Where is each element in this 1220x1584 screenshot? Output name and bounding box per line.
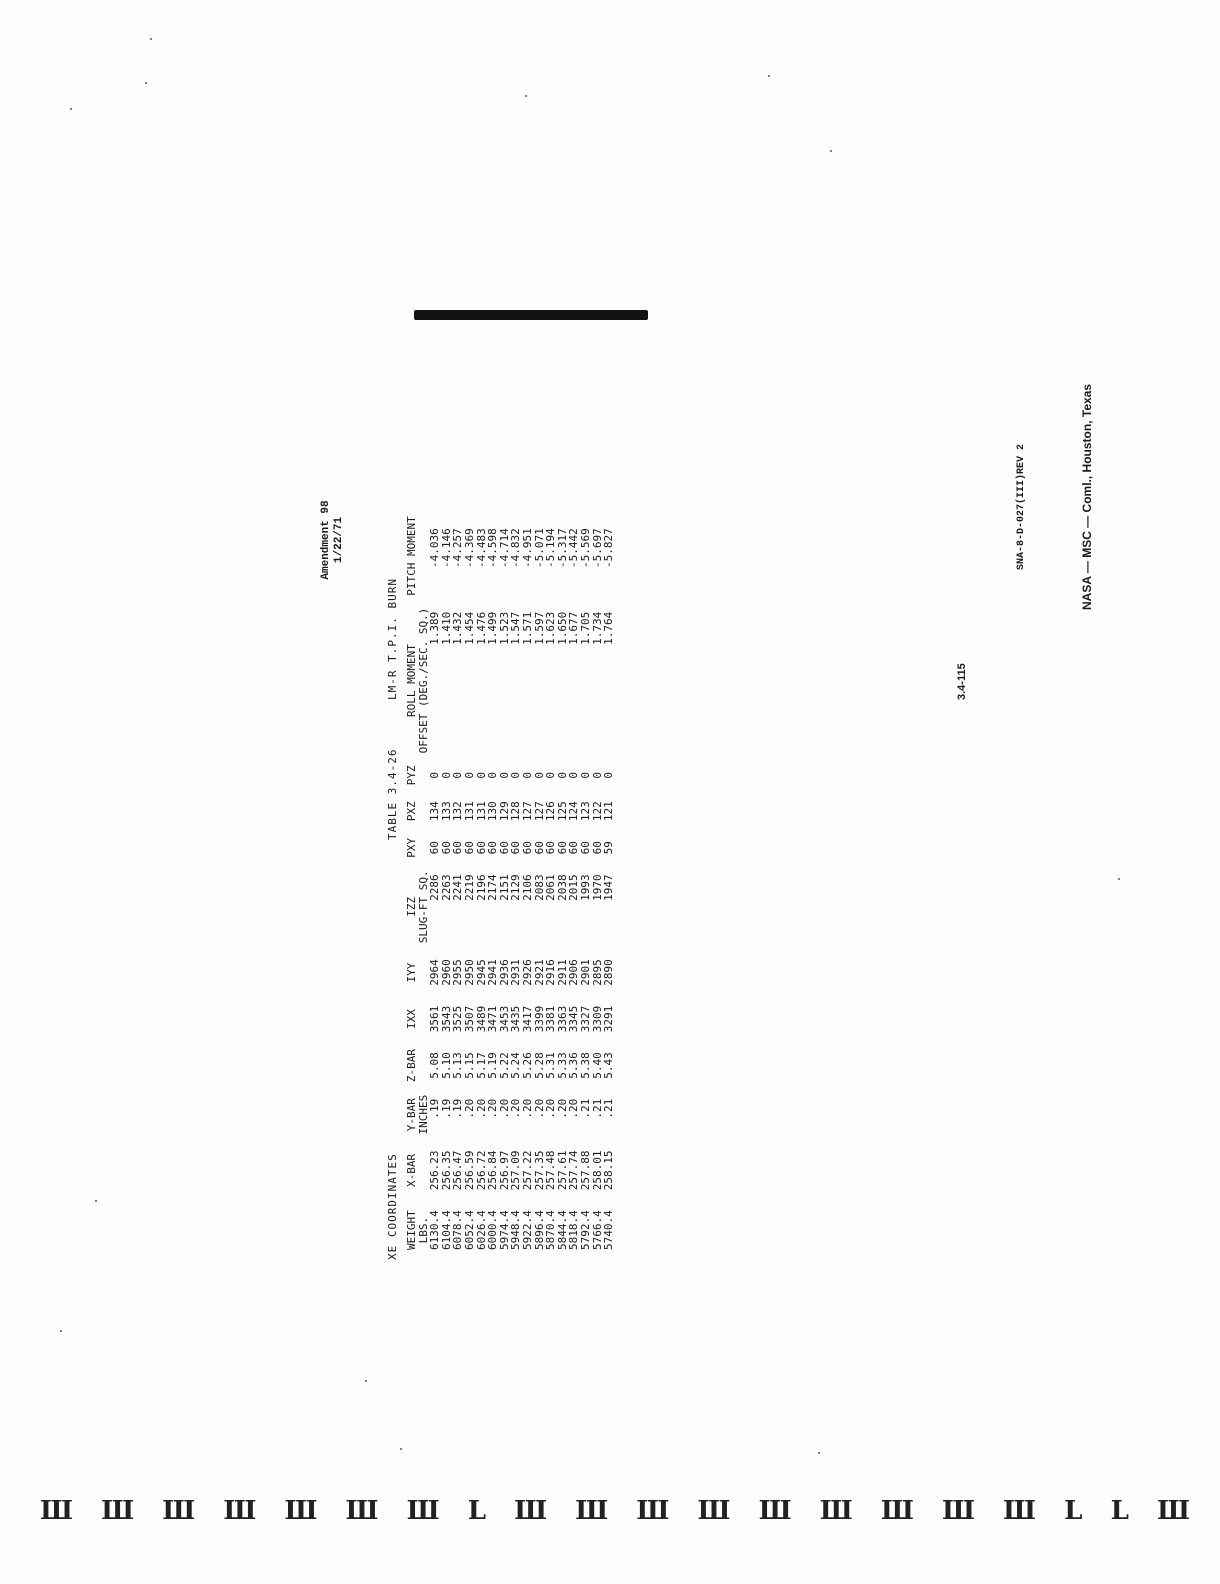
table-cell: 1.476 xyxy=(474,611,488,645)
table-cell: -4.257 xyxy=(451,528,465,568)
table-cell: 6052.4 xyxy=(462,1210,476,1250)
scan-speck xyxy=(95,1200,97,1202)
table-cell: 257.22 xyxy=(520,1150,534,1191)
table-cell: -4.832 xyxy=(509,528,523,568)
edge-mark: L xyxy=(1110,1496,1129,1526)
column-header: ROLL MOMENT xyxy=(405,644,418,717)
table-cell: .20 xyxy=(474,1098,488,1119)
table-cell: 132 xyxy=(451,801,465,822)
edge-mark: L xyxy=(467,1496,487,1526)
table-cell: 3507 xyxy=(462,1005,476,1033)
table-cell: 2921 xyxy=(532,959,546,986)
table-cell: .20 xyxy=(497,1098,511,1119)
table-cell: 257.09 xyxy=(509,1150,523,1191)
table-cell: 3291 xyxy=(602,1005,616,1033)
table-cell: 2931 xyxy=(509,959,523,986)
table-cell: 60 xyxy=(520,841,534,855)
table-cell: 3381 xyxy=(544,1005,558,1033)
edge-mark: Ш xyxy=(162,1496,196,1526)
table-cell: .21 xyxy=(590,1098,604,1119)
table-cell: 0 xyxy=(555,772,569,779)
table-cell: 5.17 xyxy=(474,1052,488,1079)
table-cell: -5.317 xyxy=(555,528,569,568)
column-header: OFFSET (DEG./SEC. SQ.) xyxy=(416,607,430,754)
edge-mark: Ш xyxy=(514,1496,548,1526)
coordinates-label: XE COORDINATES xyxy=(386,1153,399,1260)
table-cell: 2219 xyxy=(462,874,476,901)
column-header: PXZ xyxy=(405,801,418,822)
table-cell: 3453 xyxy=(497,1005,511,1033)
table-cell: 1.499 xyxy=(486,611,500,645)
column-header: X-BAR xyxy=(405,1153,418,1187)
table-cell: 5.22 xyxy=(497,1052,511,1079)
table-cell: 2015 xyxy=(567,874,581,901)
table-cell: 3345 xyxy=(567,1005,581,1033)
column-header: WEIGHT xyxy=(405,1210,418,1250)
table-cell: 0 xyxy=(509,772,523,779)
table-cell: 2941 xyxy=(486,959,500,986)
amendment-block xyxy=(320,460,346,620)
table-cell: 0 xyxy=(486,772,500,779)
table-cell: 2129 xyxy=(509,874,523,901)
table-cell: 1.547 xyxy=(509,611,523,645)
table-cell: 3561 xyxy=(428,1005,442,1033)
column-header: LBS. xyxy=(416,1216,430,1244)
table-cell: 1.454 xyxy=(462,611,476,645)
edge-mark: Ш xyxy=(880,1496,914,1526)
table-cell: 1993 xyxy=(578,874,592,901)
edge-mark: Ш xyxy=(40,1496,73,1526)
edge-registration-marks xyxy=(40,1484,1190,1524)
table-cell: 5.43 xyxy=(602,1052,616,1079)
column-header: IXX xyxy=(405,1009,418,1029)
table-cell: .20 xyxy=(544,1098,558,1119)
edge-mark: Ш xyxy=(406,1496,440,1526)
table-cell: 257.88 xyxy=(578,1150,592,1191)
table-cell: 256.59 xyxy=(462,1150,476,1191)
table-cell: -4.483 xyxy=(474,528,488,568)
table-cell: 1.677 xyxy=(567,611,581,645)
table-cell: 124 xyxy=(567,801,581,822)
table-cell: 60 xyxy=(486,841,500,855)
table-cell: 5.40 xyxy=(590,1052,604,1079)
edge-mark: Ш xyxy=(575,1496,609,1526)
table-cell: .20 xyxy=(509,1098,523,1119)
table-cell: 60 xyxy=(544,841,558,855)
table-cell: 5870.4 xyxy=(544,1210,558,1250)
table-cell: 5.10 xyxy=(439,1052,453,1079)
table-cell: 256.97 xyxy=(497,1150,511,1191)
table-cell: 256.23 xyxy=(428,1150,442,1191)
table-cell: 2890 xyxy=(602,959,616,986)
footer-imprint: NASA — MSC — Coml., Houston, Texas xyxy=(1080,383,1094,610)
table-cell: -5.071 xyxy=(532,528,546,568)
table-cell: .20 xyxy=(532,1098,546,1119)
table-row xyxy=(603,510,615,1260)
table-cell: 2945 xyxy=(474,959,488,986)
table-cell: 3525 xyxy=(451,1005,465,1033)
column-header: Z-BAR xyxy=(405,1048,418,1083)
table-cell: 1.597 xyxy=(532,611,546,645)
table-cell: 0 xyxy=(520,772,534,779)
table-cell: 121 xyxy=(602,801,616,822)
table-row xyxy=(487,510,499,1260)
table-cell: 60 xyxy=(451,841,465,855)
table-cell: 1.410 xyxy=(439,611,453,645)
table-cell: 2038 xyxy=(555,874,569,901)
table-cell: 2906 xyxy=(567,959,581,986)
page-number: 3.4-115 xyxy=(956,663,968,700)
table-cell: 1.734 xyxy=(590,611,604,645)
table-cell: 60 xyxy=(474,841,488,855)
table-cell: 122 xyxy=(590,801,604,822)
table-cell: 123 xyxy=(578,801,592,822)
table-cell: 5.33 xyxy=(555,1052,569,1079)
table-cell: 1947 xyxy=(602,874,616,901)
table-cell: 0 xyxy=(578,772,592,779)
table-cell: 6026.4 xyxy=(474,1210,488,1250)
table-cell: .21 xyxy=(602,1098,616,1119)
column-header: IZZ xyxy=(405,896,418,917)
table-cell: 5948.4 xyxy=(509,1210,523,1250)
table-cell: 3471 xyxy=(486,1005,500,1033)
table-cell: 127 xyxy=(532,801,546,822)
scan-speck xyxy=(1118,878,1120,880)
scan-speck xyxy=(70,108,72,110)
revision-bar xyxy=(414,310,648,320)
table-cell: 60 xyxy=(439,841,453,855)
table-cell: 60 xyxy=(497,841,511,855)
table-cell: -5.827 xyxy=(602,528,616,568)
table-cell: 3327 xyxy=(578,1005,592,1033)
table-cell: 60 xyxy=(578,841,592,855)
column-header: Y-BAR xyxy=(405,1098,418,1132)
table-cell: 2901 xyxy=(578,959,592,986)
edge-mark: Ш xyxy=(697,1496,731,1526)
table-cell: 131 xyxy=(462,801,476,822)
table-cell: 256.35 xyxy=(439,1150,453,1191)
table-cell: -4.146 xyxy=(439,528,453,568)
table-cell: 5.13 xyxy=(451,1052,465,1079)
table-cell: .20 xyxy=(486,1098,500,1119)
table-cell: 1.705 xyxy=(578,611,592,645)
edge-mark: Ш xyxy=(223,1496,257,1526)
table-cell: -4.036 xyxy=(428,528,442,568)
table-cell: 6130.4 xyxy=(428,1210,442,1250)
table-cell: 0 xyxy=(451,772,465,779)
table-cell: 59 xyxy=(602,841,616,855)
document-id: SNA-8-D-027(III)REV 2 xyxy=(1016,443,1027,570)
edge-mark: Ш xyxy=(284,1496,318,1526)
scan-speck xyxy=(150,38,152,40)
table-cell: 125 xyxy=(555,801,569,822)
table-cell: 2955 xyxy=(451,959,465,986)
edge-mark: Ш xyxy=(1156,1496,1190,1526)
table-cell: 60 xyxy=(509,841,523,855)
table-cell: -5.194 xyxy=(544,528,558,568)
table-cell: 3417 xyxy=(520,1005,534,1033)
table-cell: .20 xyxy=(462,1098,476,1119)
table-cell: 5922.4 xyxy=(520,1210,534,1250)
table-cell: 5.08 xyxy=(428,1052,442,1079)
table-row xyxy=(464,510,476,1260)
table-cell: 1.389 xyxy=(428,611,442,645)
column-header: PYZ xyxy=(405,765,418,786)
table-cell: 5.15 xyxy=(462,1052,476,1079)
table-row xyxy=(545,510,557,1260)
amendment-label: Amendment 98 xyxy=(320,500,332,580)
table-cell: 6104.4 xyxy=(439,1210,453,1250)
table-cell: 3309 xyxy=(590,1005,604,1033)
table-cell: .20 xyxy=(555,1098,569,1119)
table-cell: -5.697 xyxy=(590,528,604,568)
table-cell: 5.38 xyxy=(578,1052,592,1079)
table-cell: 5974.4 xyxy=(497,1210,511,1250)
table-cell: 257.74 xyxy=(567,1150,581,1191)
scan-speck xyxy=(818,1452,820,1454)
table-cell: -4.714 xyxy=(497,528,511,568)
table-cell: 6000.4 xyxy=(486,1210,500,1250)
table-cell: 5792.4 xyxy=(578,1210,592,1250)
table-cell: 3543 xyxy=(439,1005,453,1033)
table-cell: .20 xyxy=(520,1098,534,1119)
scan-speck xyxy=(60,1330,62,1332)
table-cell: 1.432 xyxy=(451,611,465,645)
table-cell: 1.523 xyxy=(497,611,511,645)
table-cell: 60 xyxy=(590,841,604,855)
table-cell: 60 xyxy=(532,841,546,855)
table-cell: 3399 xyxy=(532,1005,546,1033)
table-cell: 0 xyxy=(497,772,511,779)
table-cell: 0 xyxy=(567,772,581,779)
table-cell: 60 xyxy=(462,841,476,855)
table-cell: 2286 xyxy=(428,874,442,901)
table-cell: 0 xyxy=(544,772,558,779)
table-cell: 2950 xyxy=(462,959,476,986)
mass-properties-table xyxy=(406,510,615,1260)
table-cell: .19 xyxy=(439,1098,453,1119)
table-cell: .19 xyxy=(428,1098,442,1119)
table-row xyxy=(522,510,534,1260)
column-header: SLUG-FT SQ. xyxy=(416,870,430,944)
table-cell: 2936 xyxy=(497,959,511,986)
table-cell: 3363 xyxy=(555,1005,569,1033)
column-header: PITCH MOMENT xyxy=(405,516,418,596)
table-cell: 2960 xyxy=(439,959,453,986)
table-cell: 133 xyxy=(439,801,453,822)
scan-speck xyxy=(400,1448,402,1450)
table-cell: 2061 xyxy=(544,874,558,901)
table-cell: 60 xyxy=(567,841,581,855)
table-cell: 1.571 xyxy=(520,611,534,645)
table-cell: 1.650 xyxy=(555,611,569,645)
scan-speck xyxy=(768,75,770,77)
table-cell: 0 xyxy=(462,772,476,779)
table-cell: 128 xyxy=(509,801,523,822)
table-cell: 0 xyxy=(590,772,604,779)
table-cell: 2083 xyxy=(532,874,546,901)
table-title: TABLE 3.4-26 xyxy=(386,748,399,840)
table-cell: -4.598 xyxy=(486,528,500,568)
amendment-date: 1/22/71 xyxy=(333,516,345,564)
table-cell: 131 xyxy=(474,801,488,822)
table-cell: 129 xyxy=(497,801,511,822)
table-cell: 134 xyxy=(428,801,442,822)
edge-mark: Ш xyxy=(941,1496,975,1526)
table-cell: 2106 xyxy=(520,874,534,901)
table-cell: 2151 xyxy=(497,874,511,901)
edge-mark: Ш xyxy=(345,1496,379,1526)
table-cell: 5.24 xyxy=(509,1052,523,1079)
table-cell: 5.31 xyxy=(544,1052,558,1079)
table-row xyxy=(580,510,592,1260)
table-cell: 127 xyxy=(520,801,534,822)
table-cell: 5896.4 xyxy=(532,1210,546,1250)
column-header: PXY xyxy=(405,837,418,858)
rotated-content xyxy=(310,260,1120,1260)
table-cell: 5844.4 xyxy=(555,1210,569,1250)
edge-mark: Ш xyxy=(819,1496,853,1526)
table-header-row xyxy=(406,510,418,1260)
table-cell: 3489 xyxy=(474,1005,488,1033)
table-cell: 60 xyxy=(428,841,442,855)
table-cell: 2926 xyxy=(520,959,534,986)
table-cell: 2895 xyxy=(590,959,604,986)
column-header: IYY xyxy=(405,962,418,983)
table-cell: 256.47 xyxy=(451,1150,465,1191)
table-cell: 258.01 xyxy=(590,1150,604,1191)
table-header xyxy=(406,510,429,1260)
table-cell: -4.951 xyxy=(520,528,534,568)
table-cell: 257.61 xyxy=(555,1150,569,1191)
table-cell: 0 xyxy=(428,772,442,779)
table-cell: 60 xyxy=(555,841,569,855)
table-cell: 1970 xyxy=(590,874,604,901)
table-cell: 0 xyxy=(474,772,488,779)
scan-speck xyxy=(145,82,147,84)
table-cell: .19 xyxy=(451,1098,465,1119)
table-subtitle: LM-R T.P.I. BURN xyxy=(386,578,399,700)
table-cell: 256.84 xyxy=(486,1150,500,1191)
table-cell: 257.35 xyxy=(532,1150,546,1191)
table-cell: -5.442 xyxy=(567,528,581,568)
table-cell: 2174 xyxy=(486,874,500,901)
table-cell: 5740.4 xyxy=(602,1210,616,1250)
table-cell: 5.19 xyxy=(486,1052,500,1079)
table-cell: 6078.4 xyxy=(451,1210,465,1250)
column-header: INCHES xyxy=(416,1094,430,1135)
table-cell: 2964 xyxy=(428,959,442,986)
table-cell: 2196 xyxy=(474,874,488,901)
table-cell: 0 xyxy=(532,772,546,779)
table-cell: .20 xyxy=(567,1098,581,1119)
table-cell: 2263 xyxy=(439,874,453,901)
table-body xyxy=(429,510,615,1260)
table-cell: 130 xyxy=(486,801,500,822)
table-cell: 5766.4 xyxy=(590,1210,604,1250)
table-cell: 257.48 xyxy=(544,1150,558,1191)
edge-mark: Ш xyxy=(758,1496,792,1526)
table-cell: 3435 xyxy=(509,1005,523,1033)
scan-speck xyxy=(830,150,832,152)
table-cell: 0 xyxy=(439,772,453,779)
table-cell: -4.369 xyxy=(462,528,476,568)
table-cell: 5.36 xyxy=(567,1052,581,1079)
edge-mark: Ш xyxy=(101,1496,135,1526)
table-cell: 1.764 xyxy=(602,611,616,645)
table-cell: 5.28 xyxy=(532,1052,546,1079)
scan-speck xyxy=(525,95,527,97)
edge-mark: Ш xyxy=(636,1496,670,1526)
table-cell: 2911 xyxy=(555,959,569,986)
table-cell: 0 xyxy=(602,772,616,779)
edge-mark: Ш xyxy=(1003,1496,1037,1526)
scan-speck xyxy=(365,1380,367,1382)
table-cell: 1.623 xyxy=(544,611,558,645)
table-cell: .21 xyxy=(578,1098,592,1119)
table-cell: -5.569 xyxy=(578,528,592,568)
table-cell: 256.72 xyxy=(474,1150,488,1191)
table-cell: 258.15 xyxy=(602,1150,616,1191)
table-cell: 5.26 xyxy=(520,1052,534,1079)
edge-mark: L xyxy=(1064,1496,1083,1526)
table-cell: 126 xyxy=(544,801,558,822)
table-cell: 2916 xyxy=(544,959,558,986)
table-cell: 2241 xyxy=(451,874,465,901)
table-cell: 5818.4 xyxy=(567,1210,581,1250)
